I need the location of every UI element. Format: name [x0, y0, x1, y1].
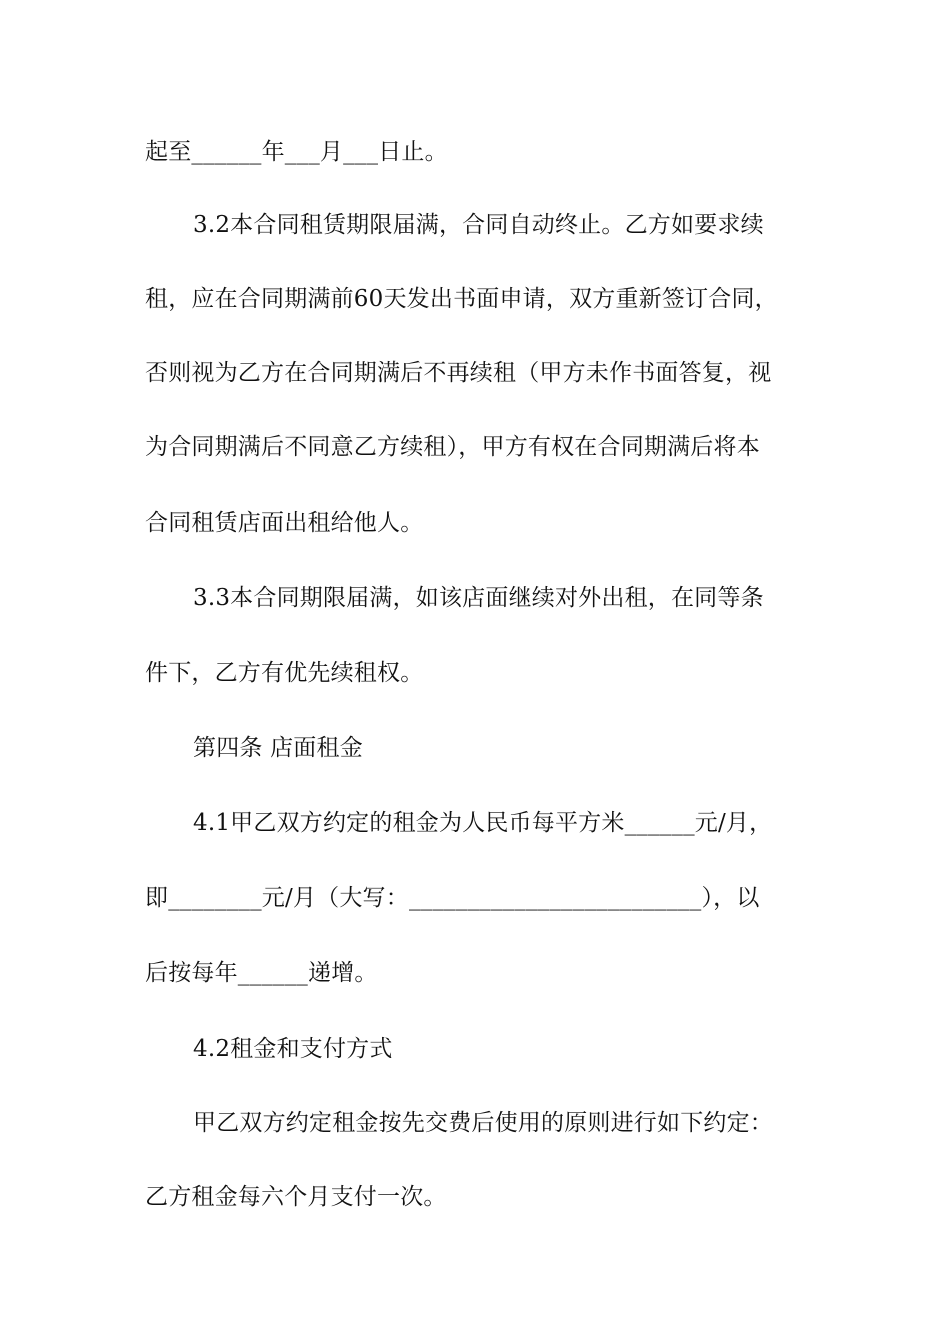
- text-line-clause-4-1: 4.1甲乙双方约定的租金为人民币每平方米______元/月，: [193, 810, 773, 836]
- section-heading-article-4: 第四条 店面租金: [193, 735, 363, 761]
- text-line: 否则视为乙方在合同期满后不再续租（甲方未作书面答复，视: [145, 360, 772, 386]
- text-line-clause-4-2: 4.2租金和支付方式: [193, 1036, 393, 1062]
- text-line: 乙方租金每六个月支付一次。: [145, 1184, 447, 1210]
- text-line-term-end: 起至______年___月___日止。: [145, 139, 448, 165]
- text-line: 甲乙双方约定租金按先交费后使用的原则进行如下约定：: [193, 1110, 773, 1136]
- text-line: 租，应在合同期满前60天发出书面申请，双方重新签订合同，: [145, 286, 778, 312]
- text-line: 后按每年______递增。: [145, 960, 378, 986]
- text-line-clause-3-3: 3.3本合同期限届满，如该店面继续对外出租，在同等条: [193, 585, 764, 611]
- text-line: 为合同期满后不同意乙方续租），甲方有权在合同期满后将本: [145, 434, 760, 460]
- text-line-clause-3-2: 3.2本合同租赁期限届满，合同自动终止。乙方如要求续: [193, 212, 764, 238]
- text-line: 件下，乙方有优先续租权。: [145, 660, 424, 686]
- text-line: 合同租赁店面出租给他人。: [145, 510, 424, 536]
- text-line: 即________元/月（大写：_________________________），以: [145, 885, 760, 911]
